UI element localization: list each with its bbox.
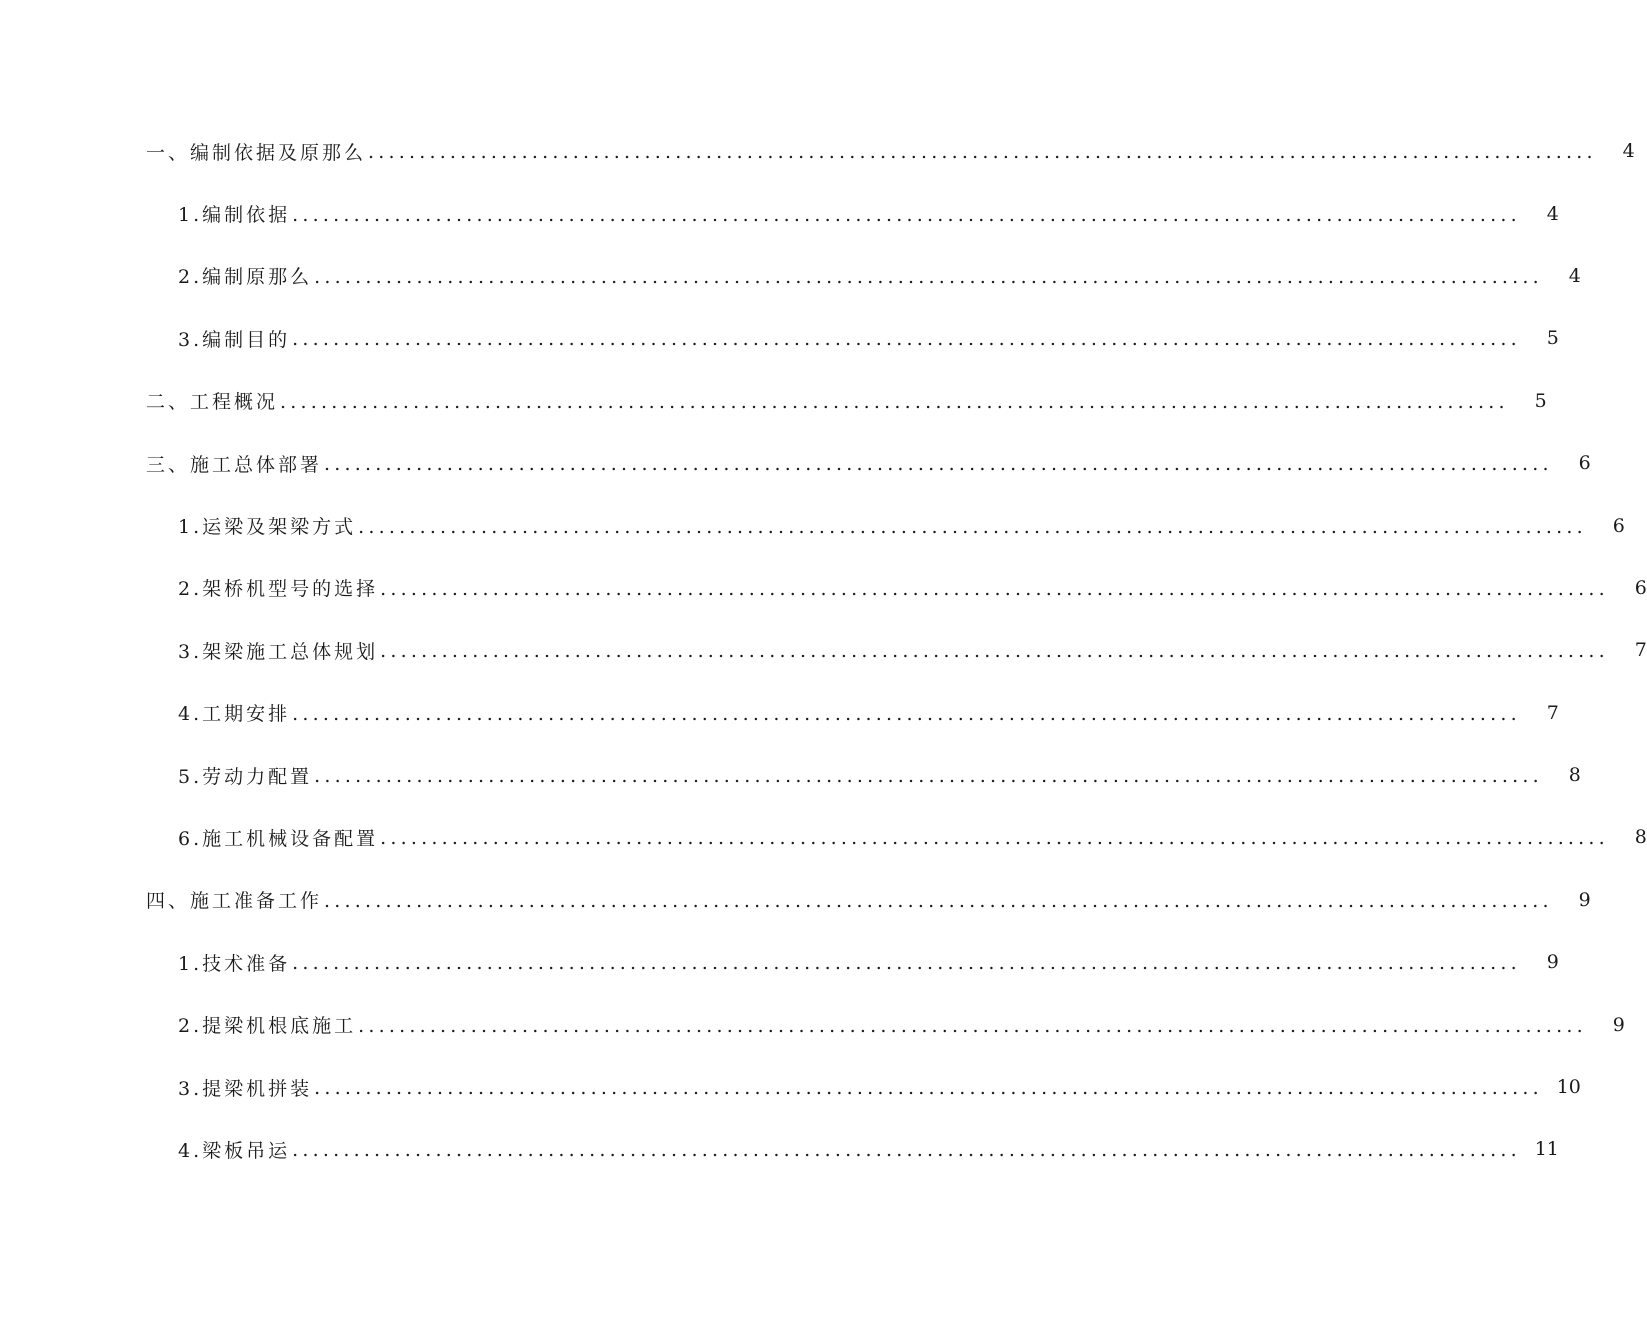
toc-dot-leader: ........................................................................................................................ [380,827,1609,850]
toc-dot-leader: ........................................................................................................................ [280,390,1509,413]
toc-entry[interactable] [0,869,1591,931]
toc-dot-leader: ........................................................................................................................ [314,265,1543,288]
toc-dot-leader: ........................................................................................................................ [324,453,1553,476]
toc-dot-leader: ........................................................................................................................ [292,702,1521,725]
toc-page-number: 8 [1634,826,1647,849]
toc-dot-leader: ........................................................................................................................ [292,203,1521,226]
toc-dot-leader: ........................................................................................................................ [314,765,1543,788]
toc-page-number: 8 [1568,764,1581,787]
toc-page-number: 5 [1534,389,1547,412]
toc-entry[interactable] [0,1118,1559,1180]
toc-page-number: 7 [1634,639,1647,662]
toc-entry-label: 1.运梁及架梁方式 [178,516,357,539]
toc-dot-leader: ........................................................................................................................ [380,577,1609,600]
toc-dot-leader: ........................................................................................................................ [358,1014,1587,1037]
toc-dot-leader: ........................................................................................................................ [380,640,1609,663]
toc-page-number: 11 [1534,1138,1559,1161]
toc-page-number: 6 [1634,576,1647,599]
toc-entry[interactable] [0,806,1647,868]
toc-page-number: 10 [1556,1076,1581,1099]
toc-entry-label: 5.劳动力配置 [178,765,313,788]
toc-entry-label: 一、编制依据及原那么 [146,141,367,164]
table-of-contents [0,120,1647,1181]
toc-dot-leader: ........................................................................................................................ [292,1139,1521,1162]
toc-dot-leader: ........................................................................................................................ [324,889,1553,912]
toc-page-number: 4 [1622,140,1635,163]
toc-page-number: 4 [1546,202,1559,225]
toc-entry[interactable] [0,432,1591,494]
toc-entry-label: 3.提梁机拼装 [178,1077,313,1100]
toc-entry-label: 2.提梁机根底施工 [178,1015,357,1038]
toc-entry[interactable] [0,682,1559,744]
toc-page-number: 6 [1612,514,1625,537]
toc-page-number: 9 [1546,951,1559,974]
toc-entry[interactable] [0,1056,1581,1118]
toc-entry-label: 1.编制依据 [178,204,291,227]
toc-entry-label: 3.架梁施工总体规划 [178,640,379,663]
toc-entry-label: 3.编制目的 [178,328,291,351]
toc-page-number: 9 [1612,1013,1625,1036]
toc-page-number: 9 [1578,888,1591,911]
toc-entry[interactable] [0,182,1559,244]
toc-entry[interactable] [0,120,1635,182]
toc-entry[interactable] [0,931,1559,993]
toc-entry[interactable] [0,245,1581,307]
toc-entry-label: 三、施工总体部署 [146,453,323,476]
toc-entry[interactable] [0,993,1625,1055]
toc-entry-label: 二、工程概况 [146,391,279,414]
toc-entry[interactable] [0,557,1647,619]
toc-entry[interactable] [0,619,1647,681]
toc-entry-label: 2.编制原那么 [178,266,313,289]
toc-page-number: 5 [1546,327,1559,350]
toc-page-number: 6 [1578,452,1591,475]
toc-entry[interactable] [0,370,1547,432]
toc-entry-label: 四、施工准备工作 [146,890,323,913]
toc-entry[interactable] [0,494,1625,556]
toc-dot-leader: ........................................................................................................................ [292,328,1521,351]
toc-entry-label: 1.技术准备 [178,952,291,975]
toc-dot-leader: ........................................................................................................................ [314,1077,1543,1100]
toc-entry[interactable] [0,744,1581,806]
toc-dot-leader: ........................................................................................................................ [292,952,1521,975]
toc-entry-label: 4.梁板吊运 [178,1139,291,1162]
toc-entry[interactable] [0,307,1559,369]
toc-entry-label: 2.架桥机型号的选择 [178,578,379,601]
toc-entry-label: 6.施工机械设备配置 [178,827,379,850]
toc-dot-leader: ........................................................................................................................ [358,515,1587,538]
toc-page-number: 4 [1568,264,1581,287]
toc-entry-label: 4.工期安排 [178,703,291,726]
toc-page-number: 7 [1546,701,1559,724]
toc-dot-leader: ........................................................................................................................ [368,141,1597,164]
